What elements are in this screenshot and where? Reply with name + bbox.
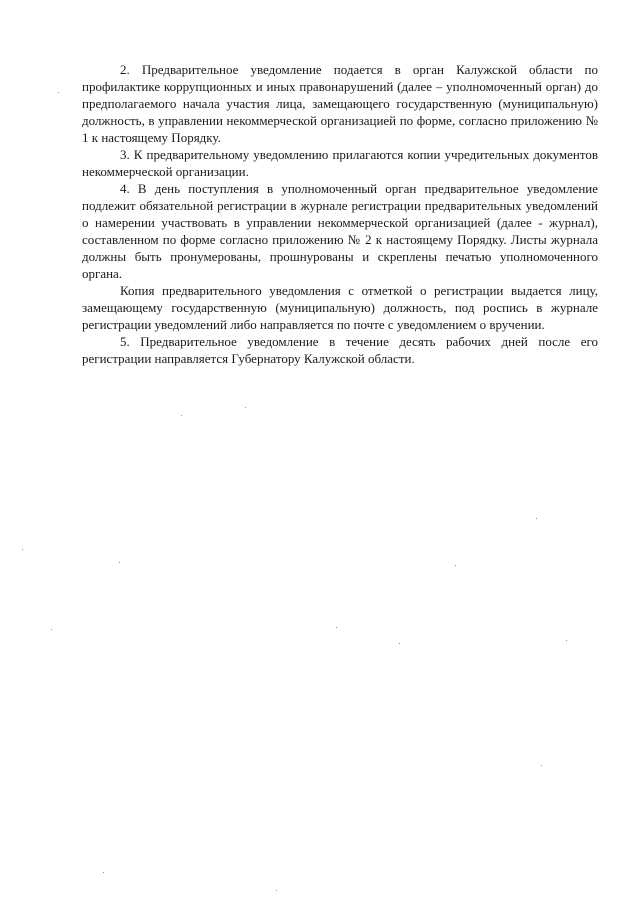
scan-speck [103, 872, 104, 873]
scan-speck [541, 765, 542, 766]
scan-speck [455, 565, 456, 566]
scan-speck [336, 627, 337, 628]
scan-speck [536, 518, 537, 519]
paragraph-item-4: 4. В день поступления в уполномоченный орган предварительное уведомление подлежит обязательной регистрации в журнале регистрации предварительных уведомлений о намерении участвовать в управлении некоммерческой организацией (далее - журнал), составленном по форме согласно приложению № 2 к настоящему Порядку. Листы журнала должны быть пронумерованы, прошнурованы и скреплены печатью уполномоченного органа. [82, 181, 598, 281]
paragraph-item-copy: Копия предварительного уведомления с отметкой о регистрации выдается лицу, замещающему государственную (муниципальную) должность, под роспись в журнале регистрации уведомлений либо направляется по почте с уведомлением о вручении. [82, 283, 598, 332]
paragraph-item-5: 5. Предварительное уведомление в течение десять рабочих дней после его регистрации направляется Губернатору Калужской области. [82, 334, 598, 366]
scan-speck [58, 92, 59, 93]
scan-speck [181, 415, 182, 416]
paragraph-item-2: 2. Предварительное уведомление подается в орган Калужской области по профилактике коррупционных и иных правонарушений (далее – уполномоченный орган) до предполагаемого начала участия лица, замещающего государственную (муниципальную) должность, в управлении некоммерческой организацией по форме, согласно приложению № 1 к настоящему Порядку. [82, 62, 598, 145]
scan-speck [51, 629, 52, 630]
scan-speck [119, 562, 120, 563]
document-body [82, 61, 598, 367]
scan-speck [22, 549, 23, 550]
scan-speck [245, 407, 246, 408]
scan-speck [399, 643, 400, 644]
scan-speck [566, 640, 567, 641]
scan-speck [276, 890, 277, 891]
paragraph-item-3: 3. К предварительному уведомлению прилагаются копии учредительных документов некоммерческой организации. [82, 147, 598, 179]
